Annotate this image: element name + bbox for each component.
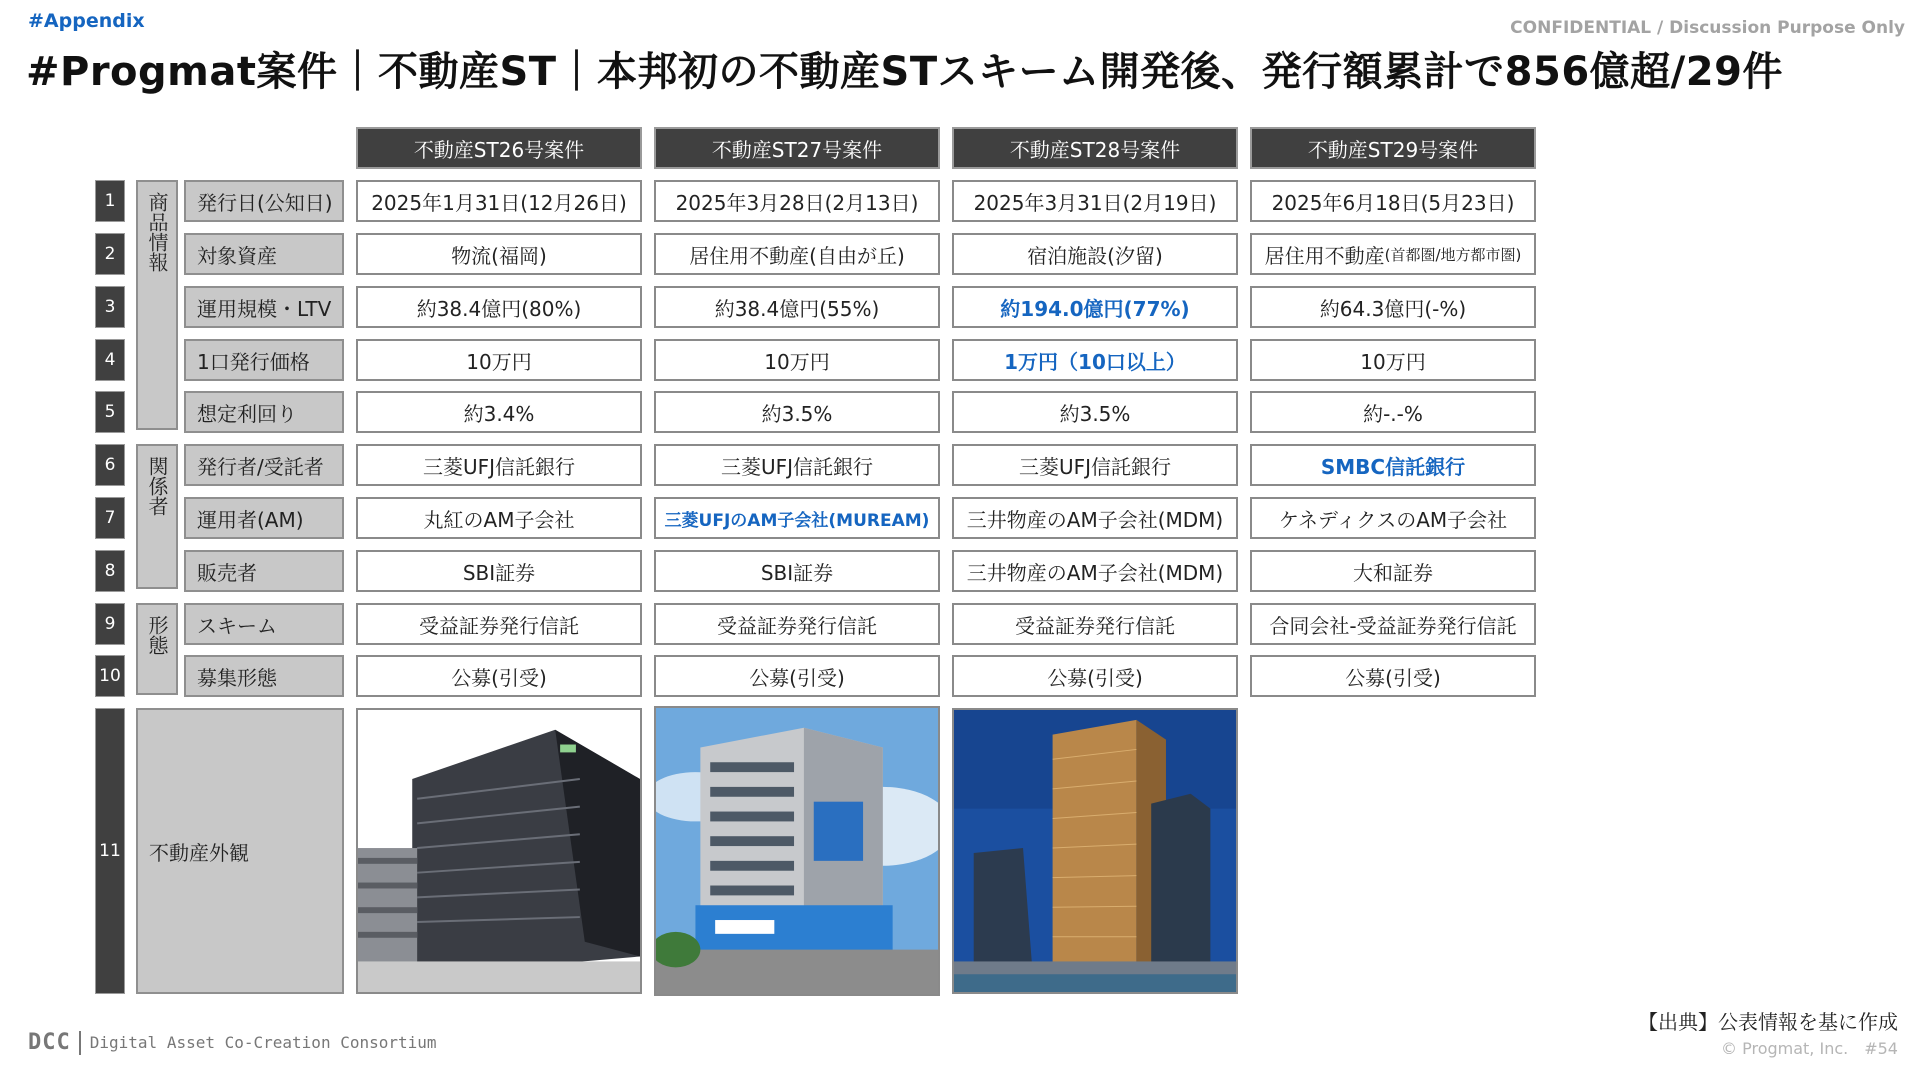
table-cell: 約38.4億円(80%) [356,286,642,328]
table-cell: 公募(引受) [356,655,642,697]
table-cell: 2025年3月31日(2月19日) [952,180,1238,222]
copyright-page-number: © Progmat, Inc. #54 [1721,1039,1898,1058]
row-label-expected-yield: 想定利回り [184,391,344,433]
table-cell: 10万円 [356,339,642,381]
group-label: 形態 [145,615,169,655]
table-cell: 2025年6月18日(5月23日) [1250,180,1536,222]
row-number: 9 [95,603,125,645]
cell-suffix: (首都圏/地方都市圏) [1384,245,1522,264]
row-label-offering-type: 募集形態 [184,655,344,697]
table-cell: 約3.5% [952,391,1238,433]
row-number: 5 [95,391,125,433]
column-header-st27: 不動産ST27号案件 [654,127,940,169]
group-parties [136,444,178,589]
property-photo-hotel [952,708,1238,994]
table-cell: 三井物産のAM子会社(MDM) [952,497,1238,539]
row-number: 10 [95,655,125,697]
table-cell: SBI証券 [356,550,642,592]
table-cell: 三菱UFJ信託銀行 [952,444,1238,486]
table-cell: 公募(引受) [1250,655,1536,697]
table-cell: 2025年3月28日(2月13日) [654,180,940,222]
table-cell: 大和証券 [1250,550,1536,592]
property-photo-residential [654,706,940,996]
row-number: 8 [95,550,125,592]
table-cell: 公募(引受) [952,655,1238,697]
row-number: 2 [95,233,125,275]
row-label-property-exterior: 不動産外観 [136,708,344,994]
property-photo-logistics [356,708,642,994]
cell-text: 居住用不動産 [1264,243,1385,268]
column-header-st29: 不動産ST29号案件 [1250,127,1536,169]
table-cell: 約64.3億円(-%) [1250,286,1536,328]
table-cell: 受益証券発行信託 [952,603,1238,645]
appendix-tag: #Appendix [28,10,145,32]
table-cell-highlight: 三菱UFJのAM子会社(MUREAM) [654,497,940,539]
table-cell: 約38.4億円(55%) [654,286,940,328]
row-label-issue-date: 発行日(公知日) [184,180,344,222]
table-cell: 約3.4% [356,391,642,433]
table-cell: 10万円 [1250,339,1536,381]
table-cell: 丸紅のAM子会社 [356,497,642,539]
table-cell: 物流(福岡) [356,233,642,275]
table-cell: 三菱UFJ信託銀行 [654,444,940,486]
logo-divider [79,1031,81,1055]
table-cell: 2025年1月31日(12月26日) [356,180,642,222]
table-cell: 受益証券発行信託 [356,603,642,645]
table-cell: 約-.-% [1250,391,1536,433]
row-number: 6 [95,444,125,486]
confidential-notice: CONFIDENTIAL / Discussion Purpose Only [1510,18,1905,38]
column-header-st26: 不動産ST26号案件 [356,127,642,169]
table-cell: SBI証券 [654,550,940,592]
table-cell-highlight: 約194.0億円(77%) [952,286,1238,328]
table-cell: 公募(引受) [654,655,940,697]
table-cell: ケネディクスのAM子会社 [1250,497,1536,539]
logo-mark: DCC [28,1030,71,1055]
source-note: 【出典】公表情報を基に作成 [1638,1010,1898,1034]
table-cell: 三井物産のAM子会社(MDM) [952,550,1238,592]
row-number: 7 [95,497,125,539]
table-cell [1250,233,1536,275]
table-cell-highlight: 1万円（10口以上） [952,339,1238,381]
group-label: 関係者 [145,456,169,516]
dcc-logo [28,1030,437,1055]
row-number: 11 [95,708,125,994]
row-number: 1 [95,180,125,222]
table-cell-highlight: SMBC信託銀行 [1250,444,1536,486]
row-label-unit-price: 1口発行価格 [184,339,344,381]
row-label-target-asset: 対象資産 [184,233,344,275]
column-header-st28: 不動産ST28号案件 [952,127,1238,169]
group-label: 商品情報 [145,192,169,272]
table-cell: 約3.5% [654,391,940,433]
logo-name: Digital Asset Co-Creation Consortium [89,1033,437,1052]
table-cell: 三菱UFJ信託銀行 [356,444,642,486]
table-cell: 合同会社-受益証券発行信託 [1250,603,1536,645]
page-title: #Progmat案件｜不動産ST｜本邦初の不動産STスキーム開発後、発行額累計で856億超/29件 [26,49,1783,95]
row-number: 4 [95,339,125,381]
group-form [136,603,178,695]
row-label-scale-ltv: 運用規模・LTV [184,286,344,328]
table-cell: 10万円 [654,339,940,381]
table-cell: 居住用不動産(自由が丘) [654,233,940,275]
group-product-info [136,180,178,430]
row-label-issuer-trustee: 発行者/受託者 [184,444,344,486]
table-cell: 宿泊施設(汐留) [952,233,1238,275]
row-label-asset-manager: 運用者(AM) [184,497,344,539]
row-number: 3 [95,286,125,328]
row-label-distributor: 販売者 [184,550,344,592]
row-label-scheme: スキーム [184,603,344,645]
table-cell: 受益証券発行信託 [654,603,940,645]
